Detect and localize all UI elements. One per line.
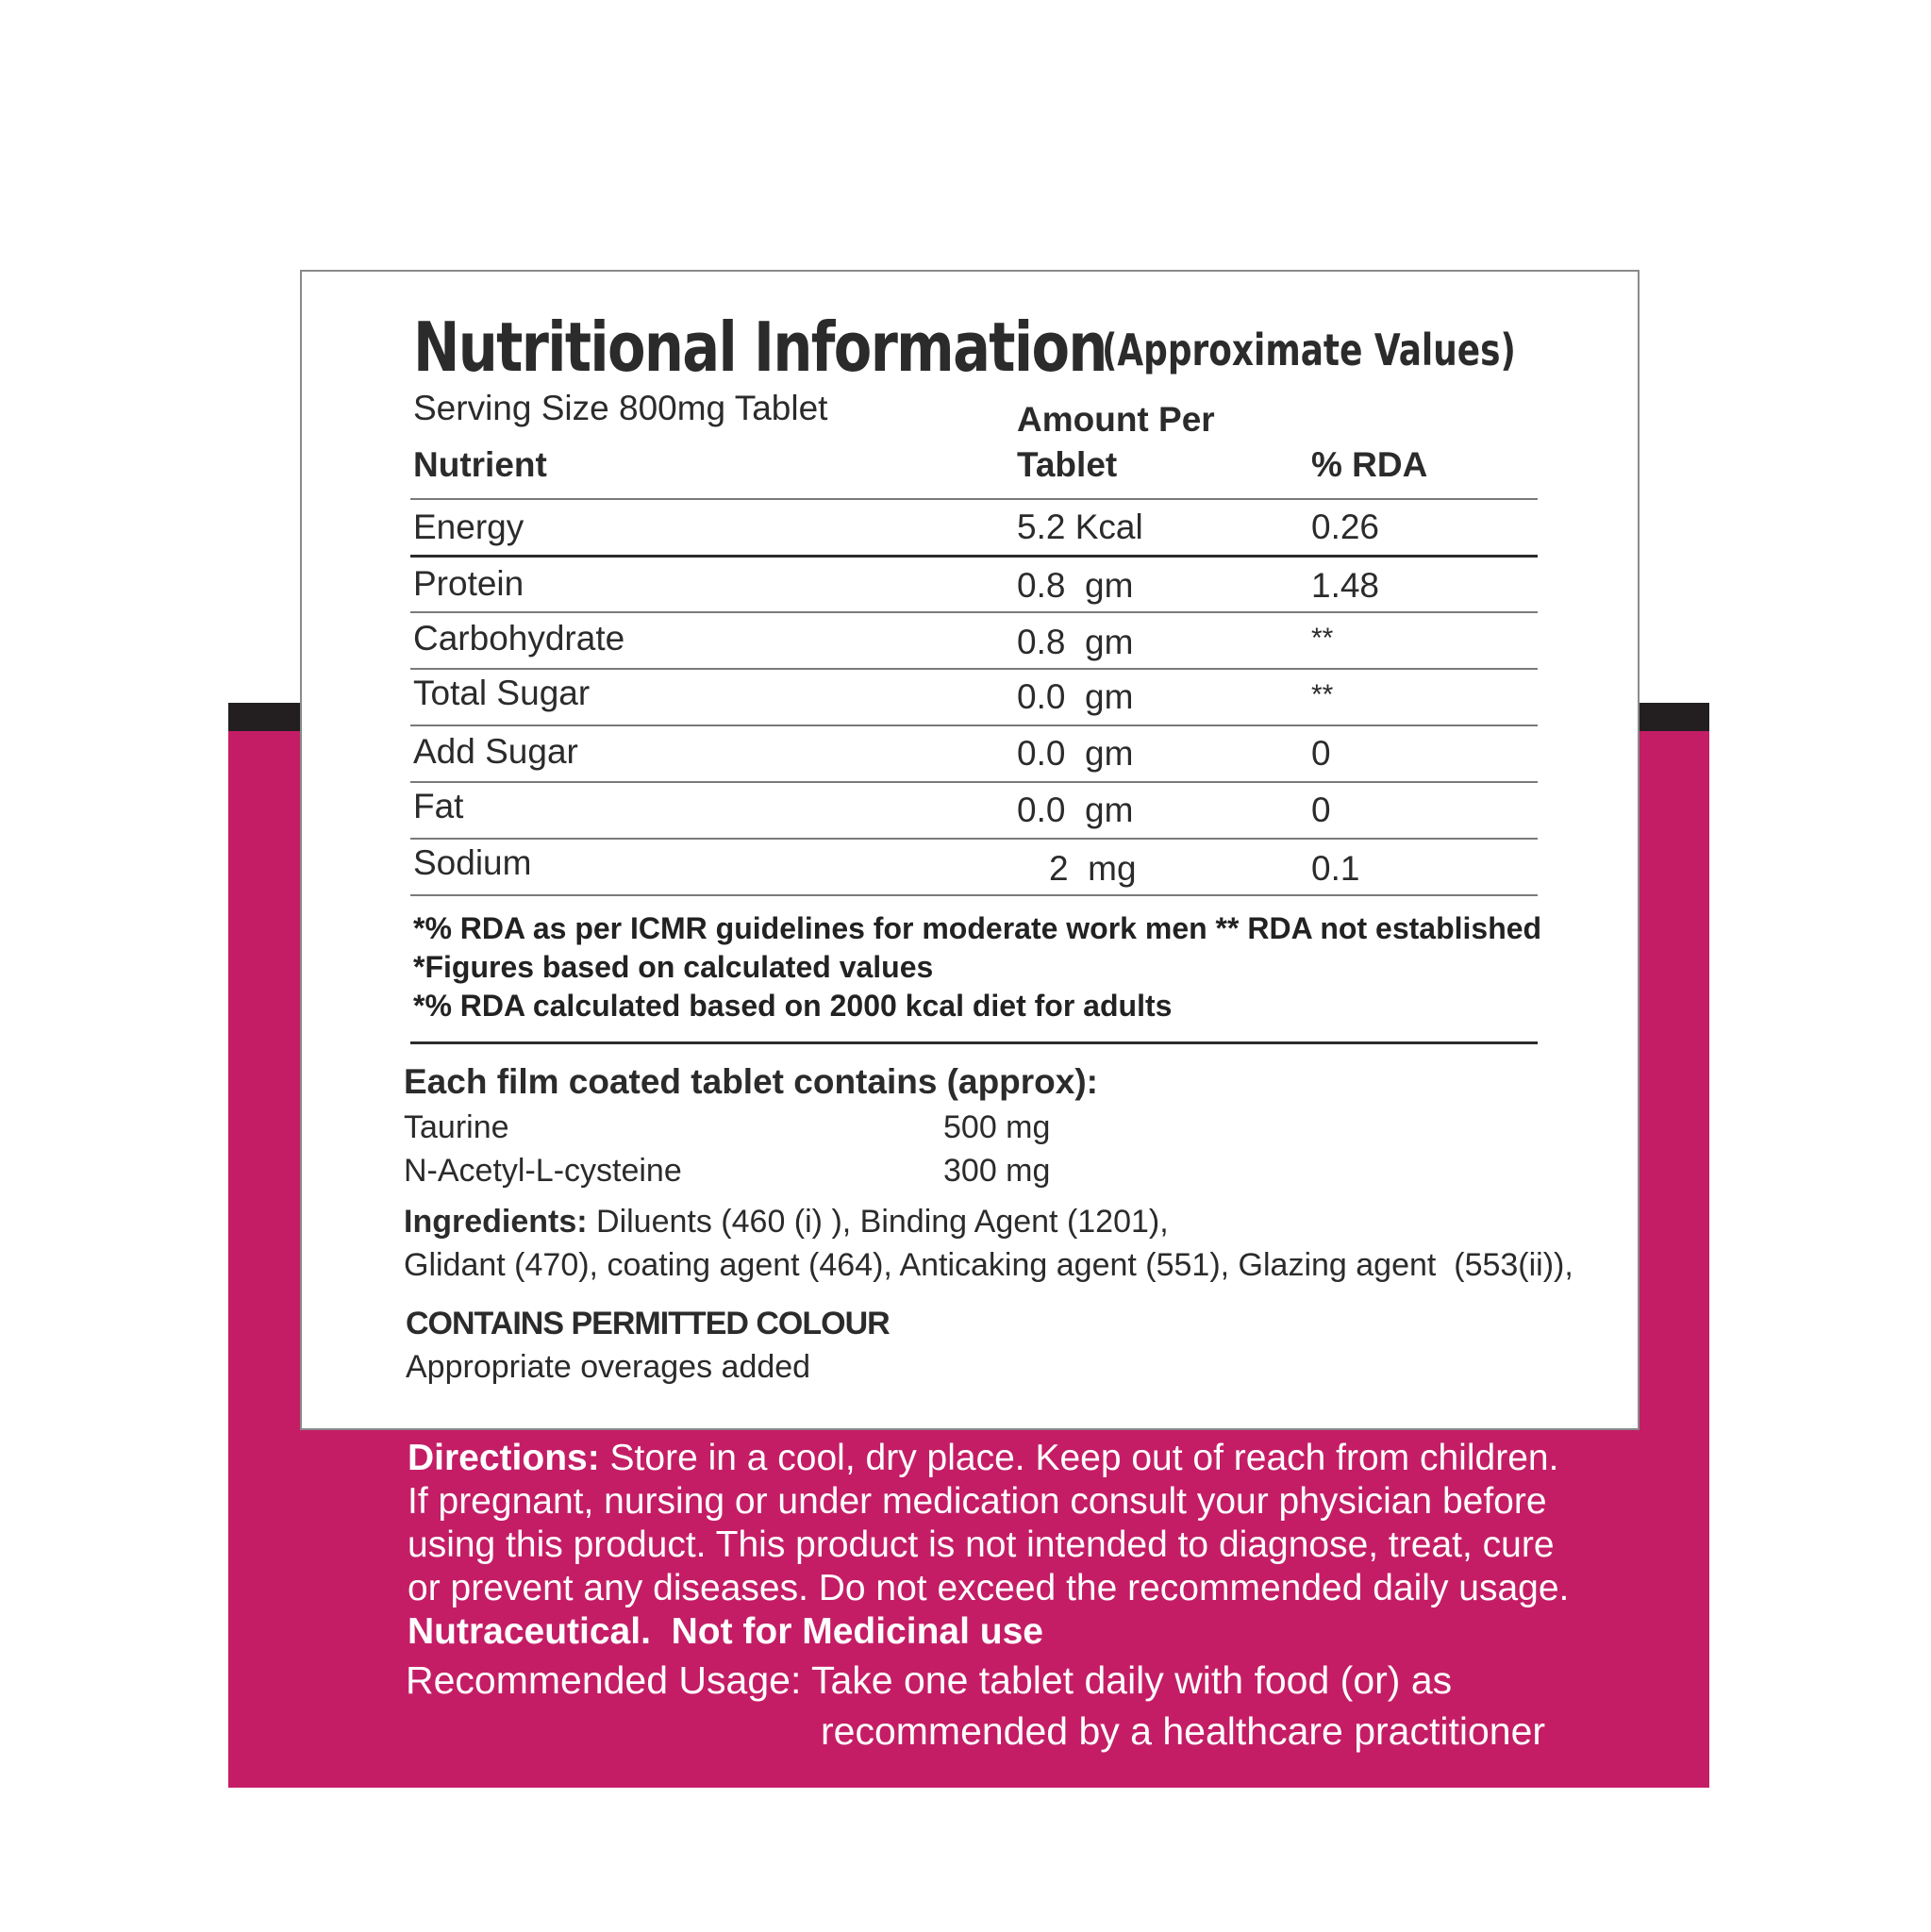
row-add-sugar-name: Add Sugar: [413, 732, 578, 771]
serving-size: Serving Size 800mg Tablet: [413, 389, 828, 427]
header-amount-line2: Tablet: [1017, 445, 1118, 484]
composition-heading: Each film coated tablet contains (approx):: [404, 1062, 1099, 1101]
row-protein-rda: 1.48: [1311, 566, 1380, 605]
row-add-sugar-rda: 0: [1311, 734, 1331, 773]
row-divider: [410, 781, 1538, 783]
directions-line: If pregnant, nursing or under medication consult your physician before: [408, 1481, 1547, 1522]
row-carbohydrate-amount: 0.8 gm: [1017, 623, 1134, 661]
row-fat-amount: 0.0 gm: [1017, 791, 1134, 829]
composition-item-amount: 300 mg: [943, 1153, 1051, 1189]
composition-item-amount: 500 mg: [943, 1109, 1051, 1145]
row-fat-name: Fat: [413, 787, 464, 825]
header-rda: % RDA: [1311, 445, 1428, 484]
usage-line: recommended by a healthcare practitioner: [821, 1709, 1546, 1753]
directions-line: or prevent any diseases. Do not exceed the recommended daily usage.: [408, 1568, 1570, 1608]
panel-subtitle: (Approximate Values): [1102, 325, 1516, 375]
row-energy-rda: 0.26: [1311, 508, 1380, 546]
usage-line: Recommended Usage: Take one tablet daily with food (or) as: [406, 1658, 1453, 1702]
composition-item-name: Taurine: [404, 1109, 509, 1145]
ingredients-label: Ingredients:: [404, 1204, 588, 1240]
row-divider: [410, 555, 1538, 558]
notes-rule: [410, 1041, 1538, 1044]
row-total-sugar-name: Total Sugar: [413, 674, 591, 712]
row-protein-name: Protein: [413, 564, 524, 603]
directions-line: using this product. This product is not intended to diagnose, treat, cure: [408, 1524, 1555, 1565]
row-carbohydrate-name: Carbohydrate: [413, 619, 625, 658]
directions-label: Directions:: [408, 1438, 600, 1478]
ingredients-line2: Glidant (470), coating agent (464), Anticaking agent (551), Glazing agent (553(ii)),: [404, 1247, 1573, 1283]
note-2000kcal: *% RDA calculated based on 2000 kcal diet for adults: [413, 989, 1173, 1023]
row-fat-rda: 0: [1311, 791, 1331, 829]
nutraceutical-note: Nutraceutical. Not for Medicinal use: [408, 1611, 1043, 1652]
row-carbohydrate-rda: **: [1311, 623, 1334, 654]
note-calculated: *Figures based on calculated values: [413, 950, 934, 984]
composition-item-name: N-Acetyl-L-cysteine: [404, 1153, 682, 1189]
row-divider: [410, 724, 1538, 726]
row-total-sugar-rda: **: [1311, 679, 1334, 710]
header-rule: [410, 498, 1538, 500]
note-rda-icmr: *% RDA as per ICMR guidelines for moderate work men ** RDA not established: [413, 911, 1542, 945]
row-divider: [410, 668, 1538, 670]
row-add-sugar-amount: 0.0 gm: [1017, 734, 1134, 773]
row-energy-amount: 5.2 Kcal: [1017, 508, 1143, 546]
row-sodium-rda: 0.1: [1311, 849, 1360, 888]
ingredients-line1: [404, 1204, 1169, 1241]
panel-title: Nutritional Information: [413, 308, 1107, 387]
overages-note: Appropriate overages added: [406, 1349, 811, 1385]
row-divider: [410, 894, 1538, 896]
directions-line: [408, 1438, 1558, 1479]
directions-text: Store in a cool, dry place. Keep out of reach from children.: [599, 1438, 1559, 1478]
row-divider: [410, 838, 1538, 840]
nutrition-panel: [300, 270, 1640, 1430]
row-energy-name: Energy: [413, 508, 524, 546]
ingredients-text: Diluents (460 (i) ), Binding Agent (1201),: [587, 1204, 1169, 1240]
row-sodium-name: Sodium: [413, 843, 532, 882]
header-amount-line1: Amount Per: [1017, 400, 1215, 439]
row-total-sugar-amount: 0.0 gm: [1017, 677, 1134, 716]
row-divider: [410, 611, 1538, 613]
row-sodium-amount: 2 mg: [1049, 849, 1137, 888]
row-protein-amount: 0.8 gm: [1017, 566, 1134, 605]
header-nutrient: Nutrient: [413, 445, 547, 484]
colour-note: CONTAINS PERMITTED COLOUR: [406, 1306, 890, 1341]
